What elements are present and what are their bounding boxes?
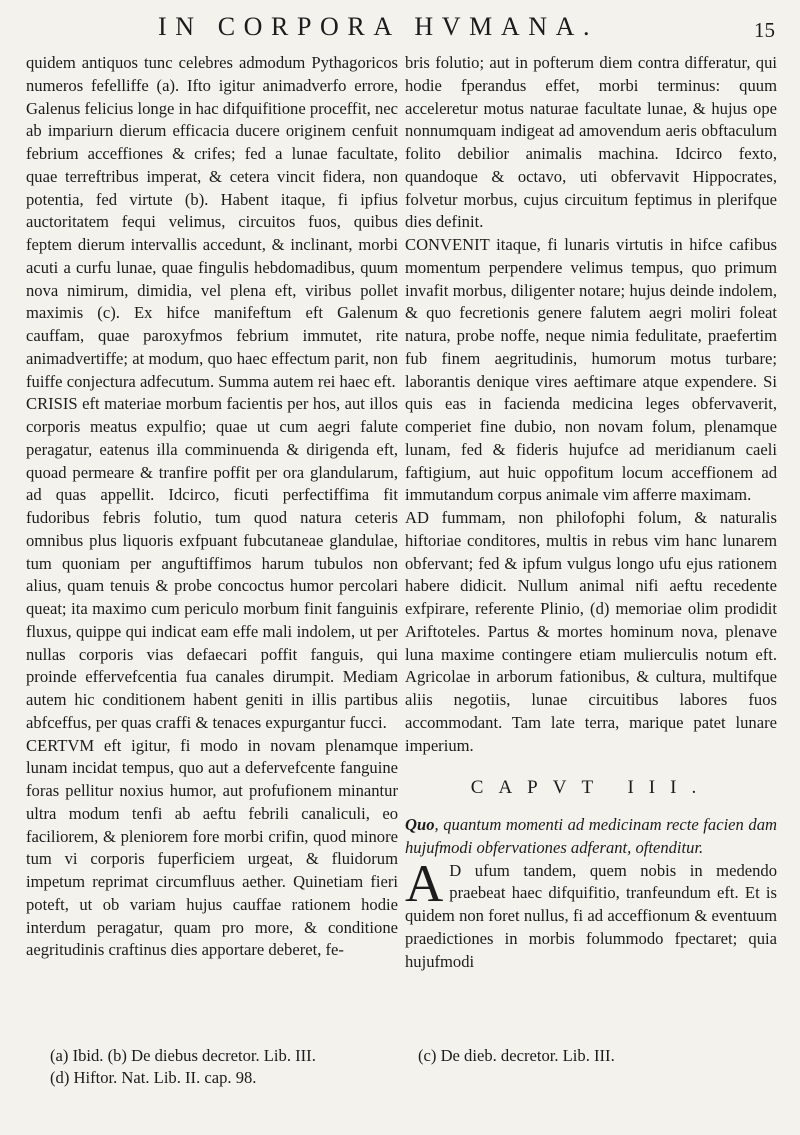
chapter-summary [405, 814, 777, 860]
chapter-paragraph [405, 854, 777, 974]
page-number: 15 [754, 18, 775, 42]
running-title: IN CORPORA HVMANA. [158, 12, 599, 41]
right-column [405, 52, 777, 973]
footnotes-left [50, 1045, 430, 1089]
paragraph: CONVENIT itaque, fi lunaris virtutis in hifce cafibus momentum perpendere velimus tempus, quo primum invafit morbus, diligenter notare; hujus deinde indolem, & quo fecretionis genere falutem aegri moliri foleat natura, probe noffe, neque nimia fedulitate, praefertim fub finem aegritudinis, humorum motus turbare; laborantis denique vires aeftimare atque expendere. Si quis eas in facienda medicina leges obfervaverit, comperiet fine dubio, non novam folum, plenamque lunam, fed & fideris hujufce ad meridianum caeli faftigium, aut huic oppofitum locum acceffionem ad immutandum corpus animale vim afferre maximam. [405, 235, 777, 505]
chapter-heading: CAPVT III. [470, 777, 712, 799]
footnote: (a) Ibid. (b) De diebus decretor. Lib. III. [50, 1046, 316, 1065]
footnotes-right [418, 1045, 798, 1067]
chapter-summary-first-word: Quo [405, 815, 435, 834]
paragraph: bris folutio; aut in pofterum diem contra differatur, qui hodie fperandus effet, morbi terminus: quum acceleretur motus naturae facultate lunae, & hujus ope nonnumquam indigeat ad amovendum aeris obftaculum folito debilior animalis machina. Idcirco fexto, quandoque & octavo, uti obfervavit Hippocrates, folvetur morbus, cujus circuitum feptimus in plerifque dies definit. [405, 53, 777, 232]
paragraph: AD fummam, non philofophi folum, & naturalis hiftoriae conditores, multis in rebus vim hanc lunarem obfervant; fed & ipfum vulgus longo ufu ejus rationem habere didicit. Nullum animal nifi aeftu recedente exfpirare, referente Plinio, (d) memoriae olim prodidit Ariftoteles. Partus & mortes hominum nova, plenave luna maxime contingere etiam mulierculis notum eft. Agricolae in arborum fationibus, & cultura, multifque aliis negotiis, lunae circuitibus labores fuos accommodant. Tam late terra, marique patet lunare imperium. [405, 508, 777, 755]
chapter-paragraph-text: D ufum tandem, quem nobis in medendo praebeat haec difquifitio, tranfeundum eft. Et is quidem non foret nullus, fi ad acceffionum & eventuum praedictiones in morbis folummodo fpectaret; quia hujufmodi [405, 860, 777, 971]
footnote: (d) Hiftor. Nat. Lib. II. cap. 98. [50, 1068, 257, 1087]
paragraph: CRISIS eft materiae morbum facientis per hos, aut illos corporis meatus expulfio; quae ut cum aegri falute peragatur, eatenus illa comminuenda & dirigenda eft, quoad permeare & tranfire poffit per ora glandularum, ad quas appellit. Idcirco, ficuti perfectiffima fit fudoribus febris folutio, tum quod natura ceteris omnibus plus liquoris exfpuant fubcutaneae glandulae, tum quoniam per anguftiffimos harum tubulos non alius, quam tenuis & probe concoctus humor percolari queat; ita maximo cum periculo morbum finit fanguinis fluxus, quippe qui indicat eam effe mali indolem, ut per nullas corporis vias defaecari poffit fanguis, qui proinde effervefcentia fua canales dirumpit. Mediam autem hic conditionem habent geniti in illis partibus abfceffus, per quas craffi & tenaces expurgantur fucci. [26, 394, 398, 732]
paragraph: CERTVM eft igitur, fi modo in novam plenamque lunam incidat tempus, quo aut a defervefcente fanguine foras pellitur noxius humor, aut profufionem minantur ultra modum tenfi ab aeftu febrili canaliculi, eo faciliorem, & pleniorem fore morbi crifin, quod minore tum vi corporis fuperficiem urgeat, & fluidorum impetum reprimat circumfluus aether. Quinetiam fieri poteft, ut ob variam hujus cauffae rationem hodie interdum peragatur, quam pro more, & conditione aegritudinis craftinus dies apportare deberet, fe- [26, 735, 398, 960]
left-column [26, 52, 398, 962]
running-header [0, 12, 800, 48]
paragraph: quidem antiquos tunc celebres admodum Pythagoricos numeros fefelliffe (a). Ifto igitur animadverfo errore, Galenus felicius longe in hac difquifitione proceffit, nec ab impariurn dierum efficacia ducere originem cenfuit febrium acceffiones & crifes; fed a lunae facultate, quae terreftribus imperat, & cetera vincit fidera, non potentia, fed virtute (b). Habent itaque, fi ipfius auctoritatem fequi velimus, circuitos fuos, quibus feptem dierum intervallis accedunt, & inclinant, morbi acuti a curfu lunae, quae fingulis hebdomadibus, quum nova nimirum, dimidia, vel plena eft, viribus pollet maximis (c). Ex hifce manifeftum eft Galenum cauffam, quae paroxyfmos febrium immutet, rite animadvertiffe; at modum, quo haec effectum parit, non fuiffe conjectura adfecutum. Summa autem rei haec eft. [26, 53, 399, 391]
drop-cap: A [405, 854, 444, 913]
footnote: (c) De dieb. decretor. Lib. III. [418, 1046, 615, 1065]
chapter-summary-text: , quantum momenti ad medicinam recte facien dam hujufmodi obfervationes adferant, oftenditur. [405, 815, 777, 857]
